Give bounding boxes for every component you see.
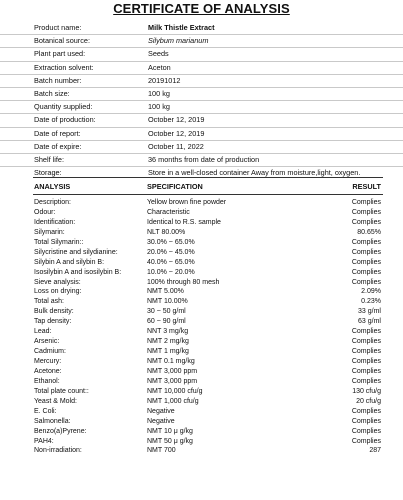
specification-cell: 20.0% ~ 45.0% [147,248,195,256]
analysis-cell: Yeast & Mold: [34,397,77,405]
info-label: Storage: [34,168,62,178]
specification-cell: NMT 1 mg/kg [147,348,189,356]
specification-cell: Negative [147,417,175,425]
result-cell: Complies [351,417,381,425]
info-label: Shelf life: [34,154,65,164]
table-row [0,437,403,447]
specification-cell: NMT 10 μ g/kg [147,427,193,435]
analysis-column-header: ANALYSIS [34,182,71,191]
specification-cell: NMT 50 μ g/kg [147,437,193,445]
info-row [0,113,403,126]
result-cell: 33 g/ml [358,308,381,316]
analysis-cell: Acetone: [34,367,62,375]
info-label: Batch size: [34,88,70,98]
table-row [0,327,403,337]
header-top-rule [33,177,383,178]
table-row [0,367,403,377]
table-row [0,407,403,417]
info-value: Aceton [148,62,171,72]
specification-cell: NNT 3 mg/kg [147,328,189,336]
result-cell: 0.23% [361,298,381,306]
info-value: October 11, 2022 [148,141,204,151]
analysis-cell: Silybin A and silybin B: [34,258,105,266]
table-row [0,347,403,357]
info-label: Plant part used: [34,49,86,59]
info-row [0,140,403,153]
result-cell: Complies [351,367,381,375]
specification-cell: 40.0% ~ 65.0% [147,258,195,266]
info-value: 100 kg [148,88,170,98]
result-column-header: RESULT [352,182,381,191]
specification-cell: NMT 700 [147,447,176,455]
info-label: Date of expire: [34,141,82,151]
header-bottom-rule [33,194,383,195]
specification-cell: NMT 3,000 ppm [147,377,198,385]
result-cell: 2.09% [361,288,381,296]
specification-cell: NMT 1,000 cfu/g [147,397,199,405]
info-row [0,127,403,140]
result-cell: Complies [351,238,381,246]
specification-column-header: SPECIFICATION [147,182,203,191]
analysis-cell: Benzo(a)Pyrene: [34,427,87,435]
specification-cell: 30 ~ 50 g/ml [147,308,186,316]
info-label: Date of report: [34,128,81,138]
specification-cell: NLT 80.00% [147,228,186,236]
result-cell: Complies [351,348,381,356]
analysis-cell: Loss on drying: [34,288,82,296]
specification-cell: 30.0% ~ 65.0% [147,238,195,246]
specification-cell: NMT 5.00% [147,288,184,296]
info-row [0,22,403,34]
result-cell: Complies [351,248,381,256]
info-label: Batch number: [34,75,82,85]
analysis-cell: Arsenic: [34,338,60,346]
specification-cell: Identical to R.S. sample [147,218,221,226]
analysis-cell: Mercury: [34,358,62,365]
result-cell: Complies [351,218,381,226]
analysis-cell: Bulk density: [34,308,74,316]
analysis-cell: Isosilybin A and isosilybin B: [34,268,122,276]
result-cell: Complies [351,199,381,206]
result-cell: Complies [351,328,381,336]
info-value: Store in a well-closed container Away from moisture,light, oxygen. [148,168,361,178]
table-row [0,357,403,367]
specification-cell: NMT 10.00% [147,298,188,306]
specification-cell: NMT 10,000 cfu/g [147,387,203,395]
result-cell: 80.65% [357,228,381,236]
table-row [0,238,403,248]
table-row [0,417,403,427]
result-cell: 287 [369,447,381,455]
info-row [0,100,403,113]
info-value: Seeds [148,49,169,59]
analysis-cell: Sieve analysis: [34,278,81,286]
specification-cell: Negative [147,407,175,415]
table-row [0,397,403,407]
info-value: 20191012 [148,75,181,85]
table-row [0,268,403,278]
analysis-cell: Cadmium: [34,348,66,356]
analysis-cell: Description: [34,199,71,206]
info-row [0,87,403,100]
table-row [0,307,403,317]
table-row [0,278,403,288]
table-row [0,337,403,347]
results-table-header [0,181,403,192]
table-row [0,427,403,437]
analysis-cell: PAH4: [34,437,54,445]
document-title: CERTIFICATE OF ANALYSIS [113,1,290,16]
table-row [0,248,403,258]
table-row [0,446,403,456]
info-value: 36 months from date of production [148,154,260,164]
table-row [0,218,403,228]
result-cell: Complies [351,437,381,445]
analysis-cell: Total plate count:: [34,387,89,395]
analysis-cell: Lead: [34,328,52,336]
info-value: October 12, 2019 [148,115,205,125]
info-row [0,74,403,87]
analysis-cell: Tap density: [34,318,72,326]
specification-cell: Characteristic [147,208,190,216]
result-cell: Complies [351,268,381,276]
info-value: 100 kg [148,102,170,112]
analysis-cell: Silymarin: [34,228,65,236]
table-row [0,258,403,268]
analysis-cell: Total Silymarin:: [34,238,84,246]
results-table-body [0,198,403,456]
result-cell: Complies [351,208,381,216]
analysis-cell: Silycristine and silydianine: [34,248,118,256]
analysis-cell: Identification: [34,218,76,226]
specification-cell: NMT 2 mg/kg [147,338,189,346]
table-row [0,377,403,387]
info-label: Product name: [34,23,82,32]
analysis-cell: Odour: [34,208,56,216]
info-label: Date of production: [34,115,96,125]
table-row [0,317,403,327]
specification-cell: 60 ~ 90 g/ml [147,318,186,326]
info-value: Silybum marianum [148,36,209,46]
info-row [0,153,403,166]
specification-cell: 100% through 80 mesh [147,278,220,286]
specification-cell: NMT 3,000 ppm [147,367,198,375]
result-cell: 63 g/ml [358,318,381,326]
specification-cell: Yellow brown fine powder [147,199,227,206]
analysis-cell: Ethanol: [34,377,60,385]
product-info-table [0,22,403,179]
result-cell: 130 cfu/g [352,387,381,395]
specification-cell: 10.0% ~ 20.0% [147,268,195,276]
table-row [0,208,403,218]
info-label: Botanical source: [34,36,90,46]
result-cell: Complies [351,278,381,286]
result-cell: Complies [351,407,381,415]
info-row [0,47,403,60]
table-row [0,228,403,238]
info-value: October 12, 2019 [148,128,205,138]
analysis-cell: Non-irradiation: [34,447,82,455]
info-label: Extraction solvent: [34,62,94,72]
specification-cell: NMT 0.1 mg/kg [147,358,195,365]
result-cell: Complies [351,258,381,266]
analysis-cell: Salmonella: [34,417,71,425]
result-cell: Complies [351,358,381,365]
result-cell: Complies [351,427,381,435]
result-cell: Complies [351,338,381,346]
result-cell: Complies [351,377,381,385]
table-row [0,287,403,297]
info-label: Quantity supplied: [34,102,93,112]
table-row [0,198,403,208]
analysis-cell: E. Coli: [34,407,57,415]
info-row [0,61,403,74]
result-cell: 20 cfu/g [356,397,381,405]
info-row [0,34,403,47]
table-row [0,387,403,397]
table-row [0,297,403,307]
analysis-cell: Total ash: [34,298,64,306]
info-value: Milk Thistle Extract [148,23,215,32]
